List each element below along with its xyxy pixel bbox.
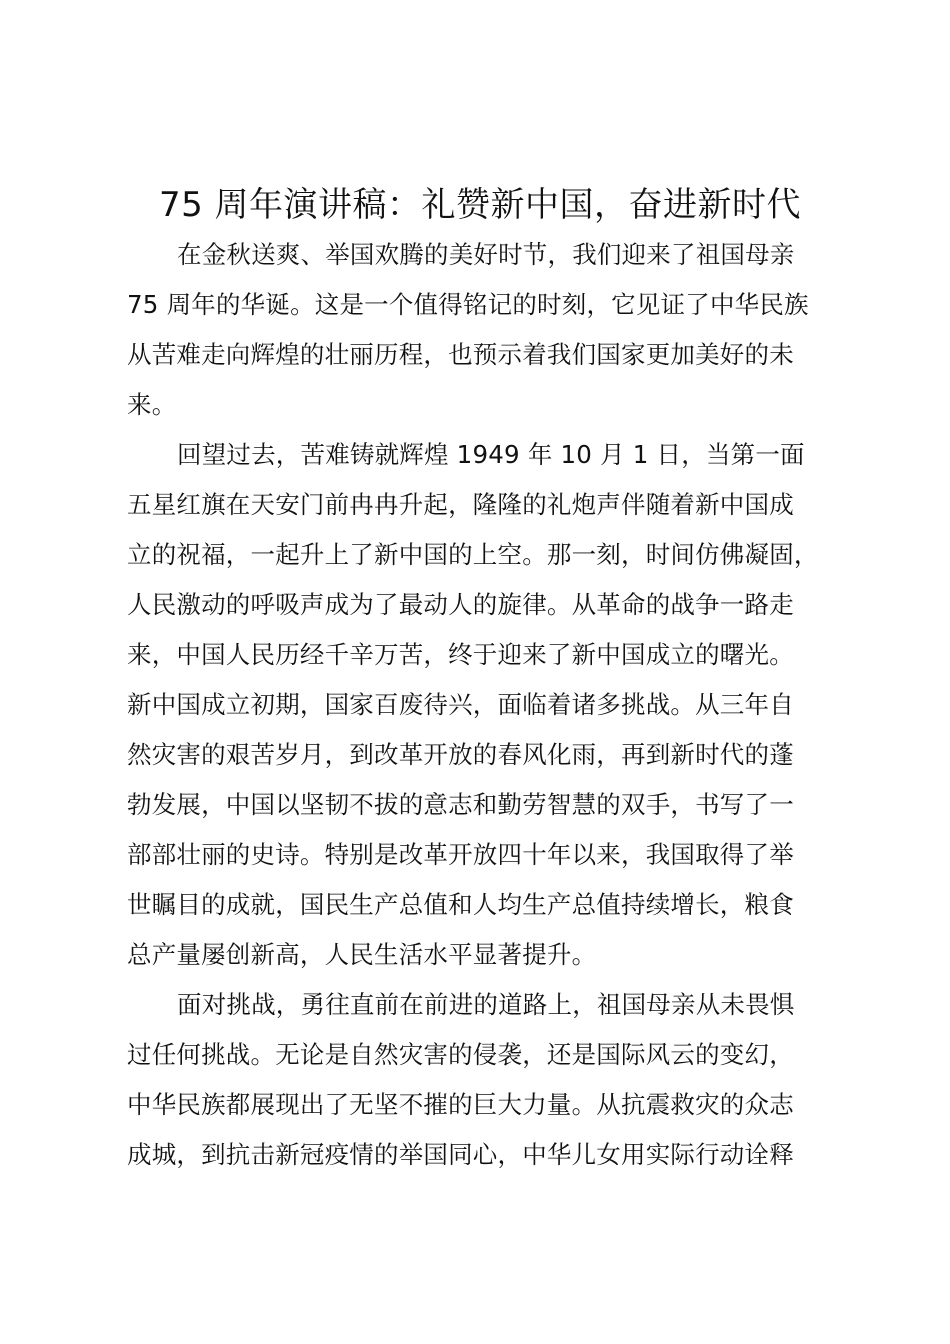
text-line: 部部壮丽的史诗。特别是改革开放四十年以来，我国取得了举	[127, 840, 794, 869]
paragraph-3	[127, 980, 847, 1180]
text-line: 回望过去，苦难铸就辉煌 1949 年 10 月 1 日，当第一面	[177, 440, 805, 469]
text-line: 世瞩目的成就，国民生产总值和人均生产总值持续增长，粮食	[127, 890, 794, 919]
text-line: 75 周年的华诞。这是一个值得铭记的时刻，它见证了中华民族	[127, 290, 809, 319]
text-line: 中华民族都展现出了无坚不摧的巨大力量。从抗震救灾的众志	[127, 1090, 794, 1119]
text-line: 总产量屡创新高，人民生活水平显著提升。	[127, 940, 597, 969]
text-line: 在金秋送爽、举国欢腾的美好时节，我们迎来了祖国母亲	[177, 240, 795, 269]
text-line: 过任何挑战。无论是自然灾害的侵袭，还是国际风云的变幻，	[127, 1040, 794, 1069]
text-line: 新中国成立初期，国家百废待兴，面临着诸多挑战。从三年自	[127, 690, 794, 719]
text-line: 从苦难走向辉煌的壮丽历程，也预示着我们国家更加美好的未	[127, 340, 794, 369]
text-line: 勃发展，中国以坚韧不拔的意志和勤劳智慧的双手，书写了一	[127, 790, 794, 819]
text-line: 然灾害的艰苦岁月，到改革开放的春风化雨，再到新时代的蓬	[127, 740, 794, 769]
text-line: 五星红旗在天安门前冉冉升起，隆隆的礼炮声伴随着新中国成	[127, 490, 794, 519]
text-line: 成城，到抗击新冠疫情的举国同心，中华儿女用实际行动诠释	[127, 1140, 794, 1169]
paragraph-2	[127, 430, 847, 980]
text-line: 来。	[127, 390, 177, 419]
text-line: 面对挑战，勇往直前在前进的道路上，祖国母亲从未畏惧	[177, 990, 795, 1019]
document-title: 75 周年演讲稿：礼赞新中国，奋进新时代	[158, 185, 802, 225]
document-body	[127, 230, 847, 1180]
text-line: 立的祝福，一起升上了新中国的上空。那一刻，时间仿佛凝固，	[127, 540, 819, 569]
text-line: 来，中国人民历经千辛万苦，终于迎来了新中国成立的曙光。	[127, 640, 794, 669]
paragraph-1	[127, 230, 847, 430]
text-line: 人民激动的呼吸声成为了最动人的旋律。从革命的战争一路走	[127, 590, 794, 619]
